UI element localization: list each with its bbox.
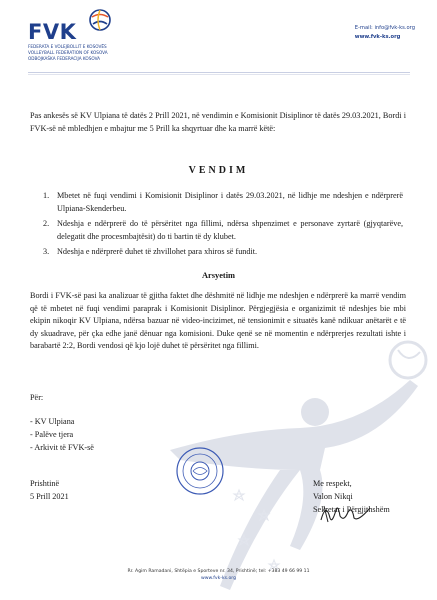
header-divider (28, 72, 410, 73)
federation-name-en: VOLLEYBALL FEDERATION OF KOSOVA (28, 50, 108, 55)
decision-number: 3. (43, 247, 50, 257)
decision-text: Ndeshja e ndërprerë duhet të zhvillohet para xhiros së fundit. (57, 247, 258, 257)
decision-text: Ndeshja e ndërprerë do të përsëritet nga fillimi, ndërsa shpenzimet e personave zyrtarë (gjyqtarëve, delegatit dhe procesmbajtësit) do ti bartin të dy klubet. (57, 219, 403, 241)
federation-name-sq: FEDERATA E VOLEJBOLLIT E KOSOVËS (28, 44, 107, 49)
decision-item (43, 190, 403, 215)
footer-website: www.fvk-ks.org (200, 576, 236, 581)
intro-paragraph: Pas ankesës së KV Ulpiana të datës 2 Prill 2021, në vendimin e Komisionit Disiplinor të datës 29.03.2021, Bordi i FVK-së në mbledhjen e mbajtur me 5 Prill ka shqyrtuar dhe ka marrë këtë: (30, 111, 406, 133)
decision-title: VENDIM (188, 165, 249, 176)
reasoning-paragraph: Bordi i FVK-së pasi ka analizuar të gjitha faktet dhe dëshmitë në lidhje me ndeshjen e ndërprerë ka marrë vendim që të mbetet në fuqi vendimi paraprak i Komisionit Disiplinor. Përgjegjësia e organizimit të ndeshjes bie mbi ekipin nikoqir KV Ulpiana, ndërsa bazuar në video-incizimet, në tensionimit e situatës kanë ndikuar anëtarët e të dy skuadrave, për çka edhe janë dënuar nga komisioni. Duke qenë se në momentin e ndërprerjes rezultati ishte i barabartë 2:2, Bordi vendosi që kjo lojë duhet të përsëritet nga fillimi. (30, 291, 406, 351)
place-date (30, 477, 69, 503)
decision-item (43, 218, 403, 243)
place: Prishtinë (30, 479, 60, 488)
decision-number: 2. (43, 219, 50, 229)
footer (0, 568, 437, 582)
federation-name-sr: ODBOJKAŠKA FEDERACIJA KOSOVA (28, 56, 101, 61)
signer-title: Sekretar i Përgjithshëm (313, 505, 390, 514)
volleyball-logo-icon (88, 8, 112, 32)
decision-list (43, 190, 403, 262)
closing: Me respekt, (313, 479, 352, 488)
decision-item (43, 246, 403, 259)
header-email: E-mail: info@fvk-ks.org (354, 25, 415, 31)
recipients-label: Për: (30, 393, 44, 402)
header-divider-secondary (28, 74, 410, 75)
decision-number: 1. (43, 191, 50, 200)
recipients-list (30, 415, 94, 454)
decision-text: Mbetet në fuqi vendimi i Komisionit Disiplinor i datës 29.03.2021, në lidhje me ndeshjen e ndërprerë Ulpiana-Skenderbeu. (57, 191, 403, 213)
footer-address: Rr. Agim Ramadani, Shtëpia e Sporteve nr. 34, Prishtinë; tel: +383 49 66 99 11 (127, 569, 310, 574)
fvk-logo-text: FVK (28, 20, 77, 44)
federation-names (28, 44, 108, 62)
recipient-item: - Arkivit të FVK-së (30, 443, 94, 452)
recipient-item: - Palëve tjera (30, 430, 74, 439)
reasoning-title: Arsyetim (201, 271, 236, 280)
header-web: www.fvk-ks.org (354, 34, 401, 40)
official-stamp-icon (175, 446, 225, 496)
recipient-item: - KV Ulpiana (30, 417, 75, 426)
handwritten-signature-icon (318, 500, 373, 526)
date: 5 Prill 2021 (30, 492, 69, 501)
header-contact (355, 24, 415, 42)
signer-name: Valon Nikqi (313, 492, 353, 501)
